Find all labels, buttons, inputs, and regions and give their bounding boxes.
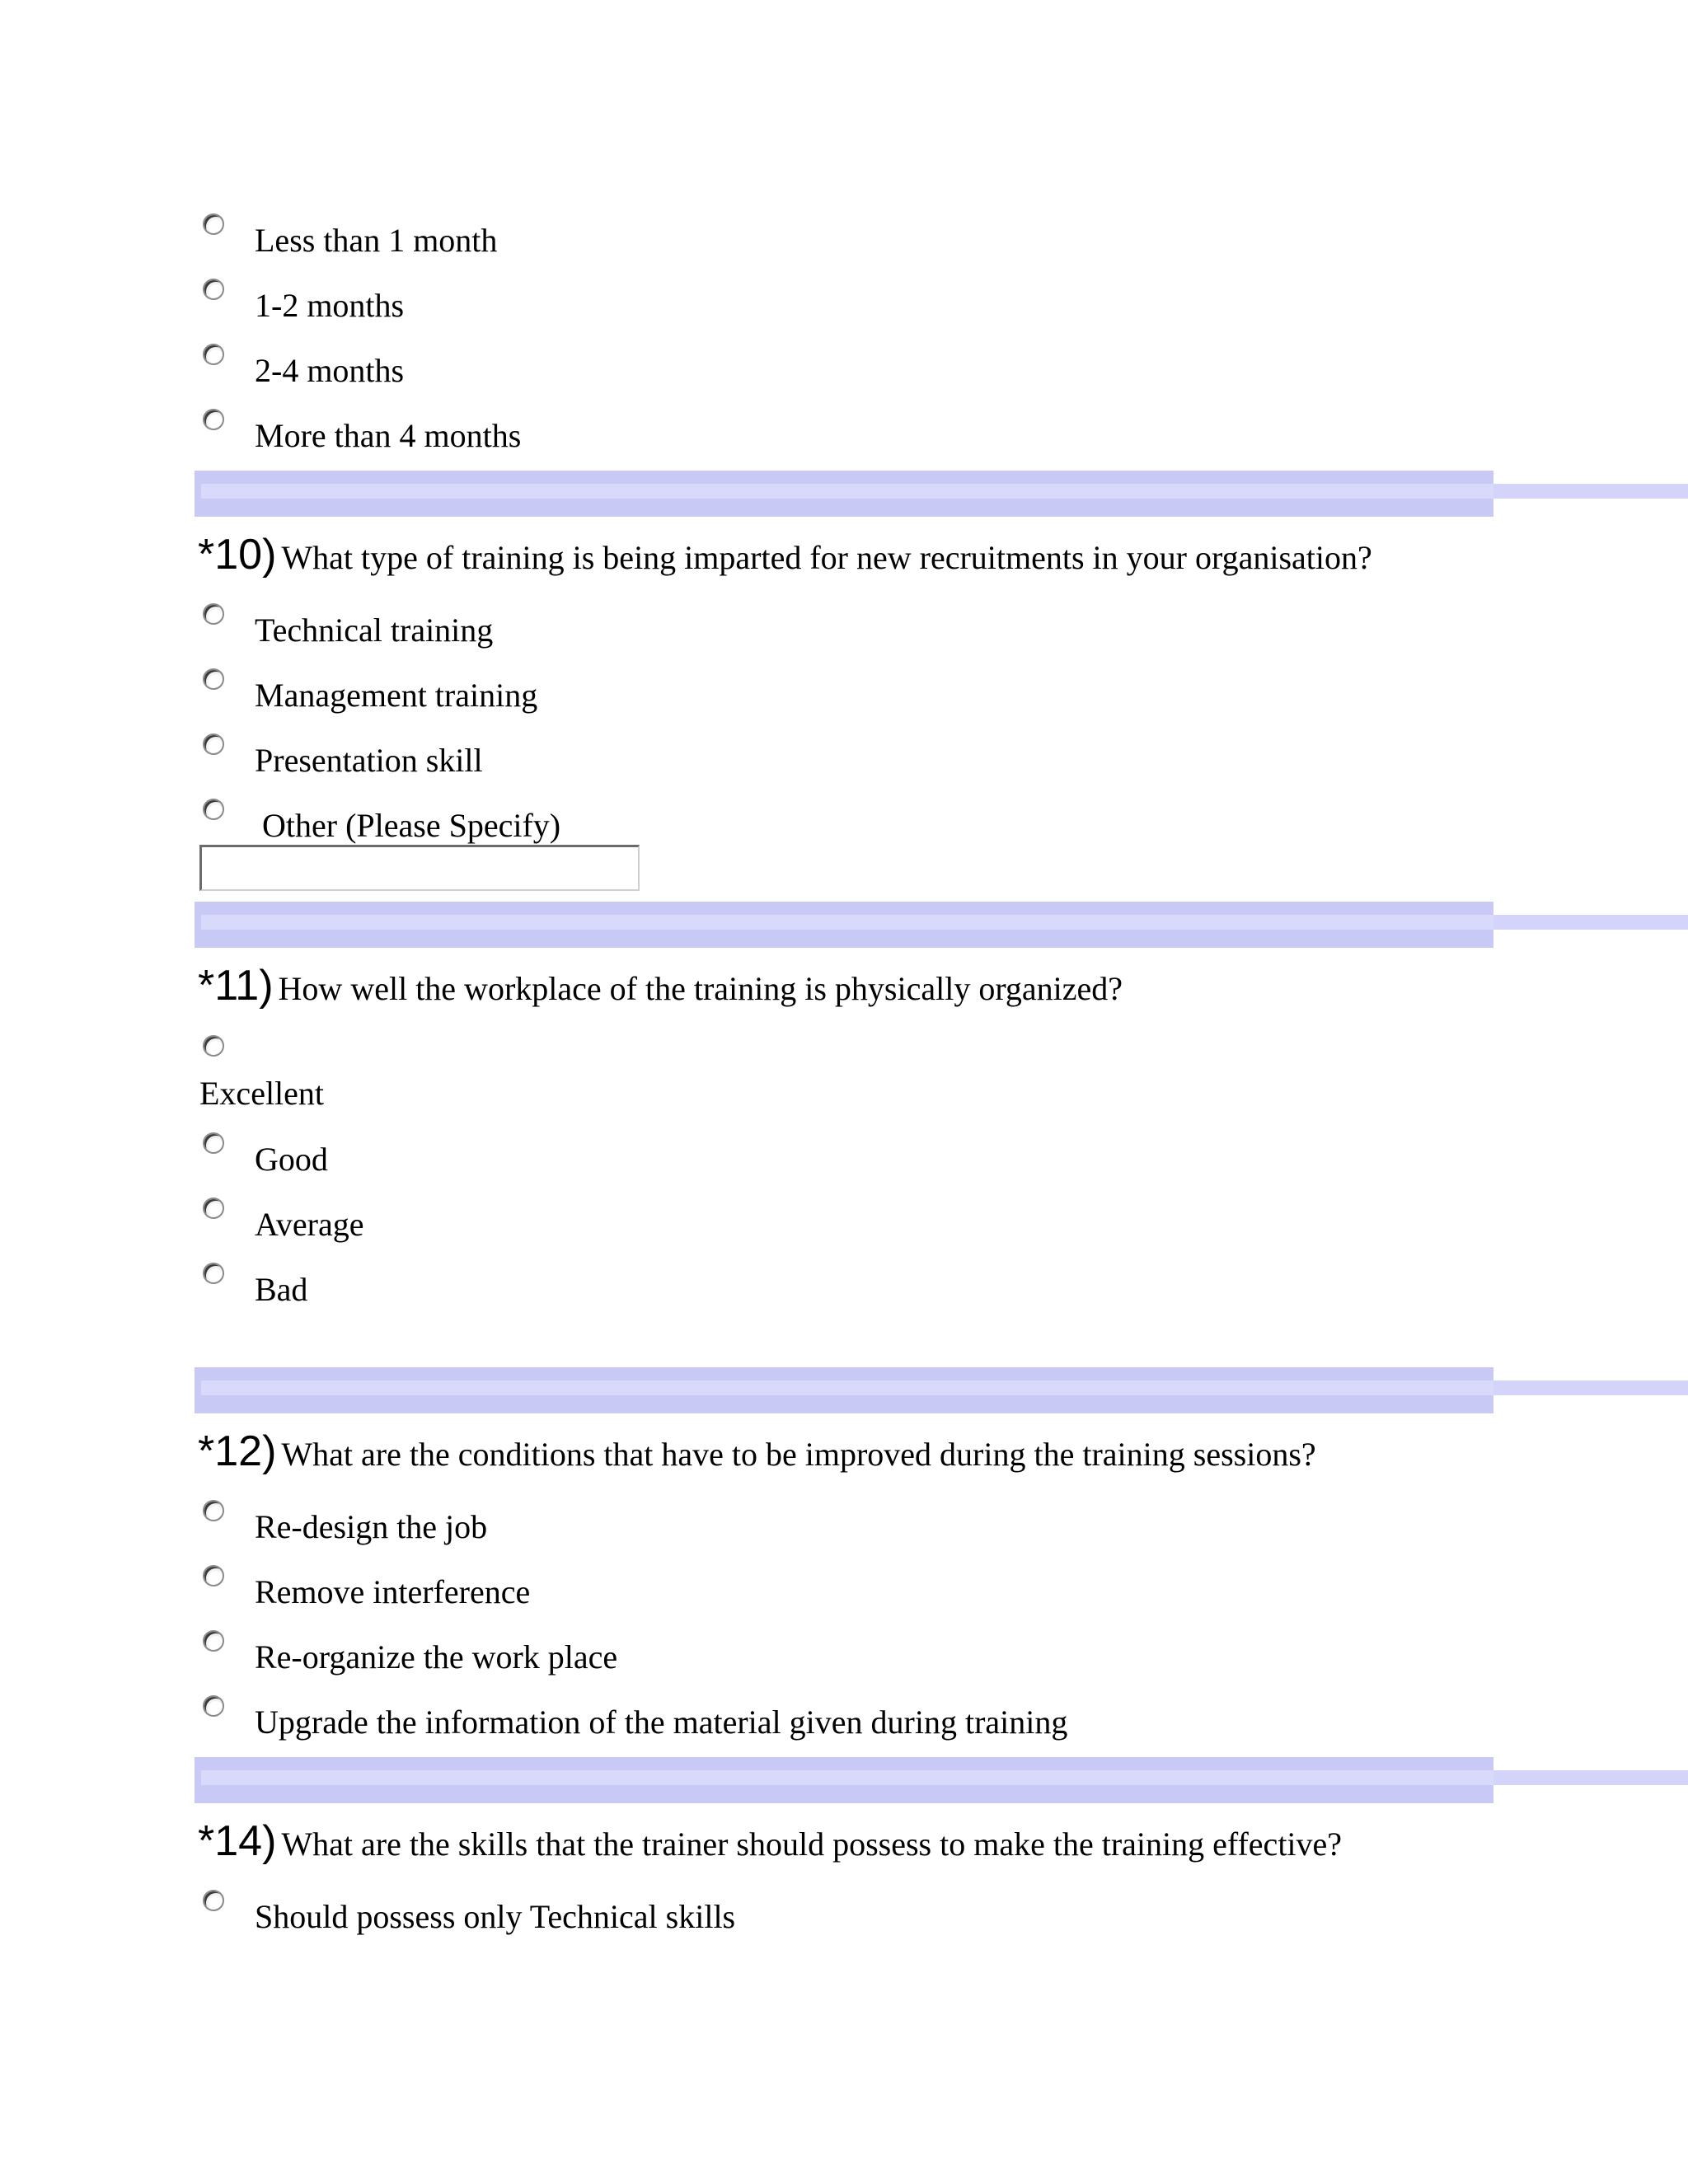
separator-band bbox=[195, 1367, 1493, 1413]
question-number: *10) bbox=[198, 531, 277, 579]
separator-tail bbox=[1493, 1380, 1688, 1395]
separator-band bbox=[195, 471, 1493, 517]
radio-button[interactable] bbox=[203, 1197, 224, 1219]
option-label: 1-2 months bbox=[255, 287, 405, 324]
radio-button[interactable] bbox=[203, 1695, 224, 1717]
question-text: What are the skills that the trainer should possess to make the training effective? bbox=[281, 1825, 1343, 1863]
separator-band bbox=[195, 1757, 1493, 1803]
question-text: What are the conditions that have to be improved during the training sessions? bbox=[281, 1436, 1316, 1473]
question-12 bbox=[198, 1427, 1316, 1478]
question-number: *12) bbox=[198, 1427, 277, 1475]
radio-button[interactable] bbox=[203, 668, 224, 690]
option-label: Management training bbox=[255, 677, 538, 714]
option-label: Should possess only Technical skills bbox=[255, 1898, 736, 1935]
separator-tail bbox=[1493, 915, 1688, 930]
radio-button[interactable] bbox=[203, 409, 224, 430]
separator-tail bbox=[1493, 484, 1688, 499]
section-separator bbox=[195, 1757, 1688, 1803]
question-text: How well the workplace of the training is physically organized? bbox=[278, 970, 1123, 1007]
radio-button[interactable] bbox=[203, 1890, 224, 1911]
radio-button-excellent[interactable] bbox=[203, 1035, 224, 1057]
separator-tail bbox=[1493, 1770, 1688, 1785]
radio-button[interactable] bbox=[203, 344, 224, 365]
radio-button[interactable] bbox=[203, 1500, 224, 1521]
radio-button[interactable] bbox=[203, 799, 224, 820]
question-11 bbox=[198, 961, 1123, 1012]
question-text: What type of training is being imparted for new recruitments in your organisation? bbox=[281, 539, 1372, 576]
other-specify-input[interactable] bbox=[199, 845, 640, 891]
question-10 bbox=[198, 530, 1372, 581]
question-number: *14) bbox=[198, 1817, 277, 1865]
separator-band bbox=[195, 902, 1493, 948]
option-label-excellent: Excellent bbox=[199, 1075, 325, 1112]
option-label: Average bbox=[255, 1206, 364, 1243]
option-label: Other (Please Specify) bbox=[262, 807, 561, 844]
option-label: Technical training bbox=[255, 612, 494, 649]
section-separator bbox=[195, 471, 1688, 517]
option-label: 2-4 months bbox=[255, 352, 405, 389]
radio-button[interactable] bbox=[203, 733, 224, 755]
option-label: Bad bbox=[255, 1271, 308, 1308]
option-label: Re-organize the work place bbox=[255, 1638, 618, 1675]
option-label: Re-design the job bbox=[255, 1508, 488, 1545]
option-label: Remove interference bbox=[255, 1573, 531, 1610]
section-separator bbox=[195, 1367, 1688, 1413]
question-14 bbox=[198, 1816, 1342, 1868]
option-label: Presentation skill bbox=[255, 742, 483, 779]
radio-button[interactable] bbox=[203, 1630, 224, 1652]
radio-button[interactable] bbox=[203, 1132, 224, 1154]
option-label: Less than 1 month bbox=[255, 222, 498, 259]
option-label: Upgrade the information of the material given during training bbox=[255, 1704, 1068, 1741]
radio-button[interactable] bbox=[203, 213, 224, 235]
section-separator bbox=[195, 902, 1688, 948]
option-label: More than 4 months bbox=[255, 417, 522, 454]
question-number: *11) bbox=[198, 962, 274, 1010]
radio-button[interactable] bbox=[203, 279, 224, 300]
radio-button[interactable] bbox=[203, 1565, 224, 1586]
option-label: Good bbox=[255, 1141, 328, 1178]
radio-button[interactable] bbox=[203, 1263, 224, 1284]
radio-button[interactable] bbox=[203, 603, 224, 625]
